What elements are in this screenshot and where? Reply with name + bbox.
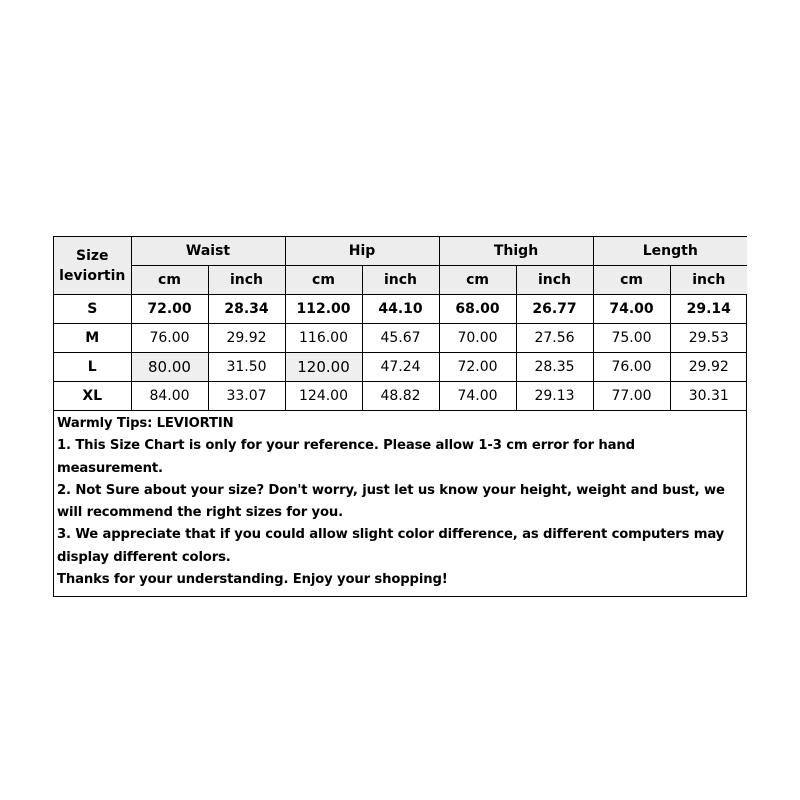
header-waist: Waist	[131, 237, 285, 266]
table-cell: 29.92	[208, 324, 285, 353]
header-row-units	[54, 266, 747, 295]
table-cell: 120.00	[285, 353, 362, 382]
table-cell: 124.00	[285, 382, 362, 411]
table-row	[54, 324, 747, 353]
unit-header: inch	[362, 266, 439, 295]
tips-section	[54, 411, 746, 596]
table-cell: 28.35	[516, 353, 593, 382]
header-row-groups	[54, 237, 747, 266]
table-cell: 77.00	[593, 382, 670, 411]
table-row	[54, 295, 747, 324]
header-length: Length	[593, 237, 747, 266]
table-cell: 70.00	[439, 324, 516, 353]
table-cell: 29.14	[670, 295, 747, 324]
table-cell: 112.00	[285, 295, 362, 324]
table-cell: 72.00	[131, 295, 208, 324]
tip-line: 3. We appreciate that if you could allow slight color difference, as different computers may display different colors.	[57, 527, 725, 565]
unit-header: cm	[131, 266, 208, 295]
corner-label-brand: leviortin	[59, 267, 126, 284]
size-label: L	[54, 353, 131, 382]
table-cell: 28.34	[208, 295, 285, 324]
table-cell: 29.53	[670, 324, 747, 353]
table-cell: 76.00	[593, 353, 670, 382]
table-cell: 76.00	[131, 324, 208, 353]
unit-header: inch	[516, 266, 593, 295]
unit-header: cm	[439, 266, 516, 295]
table-cell: 75.00	[593, 324, 670, 353]
table-cell: 68.00	[439, 295, 516, 324]
table-cell: 33.07	[208, 382, 285, 411]
table-cell: 80.00	[131, 353, 208, 382]
tips-title: Warmly Tips: LEVIORTIN	[57, 416, 234, 431]
table-cell: 29.92	[670, 353, 747, 382]
size-table	[54, 237, 747, 411]
table-cell: 45.67	[362, 324, 439, 353]
table-row	[54, 382, 747, 411]
tip-line: Thanks for your understanding. Enjoy your shopping!	[57, 572, 448, 588]
size-label: S	[54, 295, 131, 324]
size-corner-header	[54, 237, 131, 295]
unit-header: inch	[208, 266, 285, 295]
size-chart	[53, 236, 747, 597]
table-cell: 29.13	[516, 382, 593, 411]
corner-label-size: Size	[75, 247, 109, 264]
table-cell: 48.82	[362, 382, 439, 411]
tip-line: 1. This Size Chart is only for your reference. Please allow 1-3 cm error for hand measurement.	[57, 438, 635, 476]
table-cell: 74.00	[593, 295, 670, 324]
size-label: XL	[54, 382, 131, 411]
table-cell: 26.77	[516, 295, 593, 324]
table-cell: 116.00	[285, 324, 362, 353]
table-cell: 30.31	[670, 382, 747, 411]
unit-header: cm	[285, 266, 362, 295]
table-cell: 74.00	[439, 382, 516, 411]
table-cell: 84.00	[131, 382, 208, 411]
size-label: M	[54, 324, 131, 353]
unit-header: cm	[593, 266, 670, 295]
table-cell: 27.56	[516, 324, 593, 353]
table-cell: 72.00	[439, 353, 516, 382]
header-hip: Hip	[285, 237, 439, 266]
header-thigh: Thigh	[439, 237, 593, 266]
table-row	[54, 353, 747, 382]
table-cell: 44.10	[362, 295, 439, 324]
table-cell: 31.50	[208, 353, 285, 382]
tip-line: 2. Not Sure about your size? Don't worry, just let us know your height, weight and bust, we will recommend the right sizes for you.	[57, 482, 725, 521]
table-cell: 47.24	[362, 353, 439, 382]
unit-header: inch	[670, 266, 747, 295]
